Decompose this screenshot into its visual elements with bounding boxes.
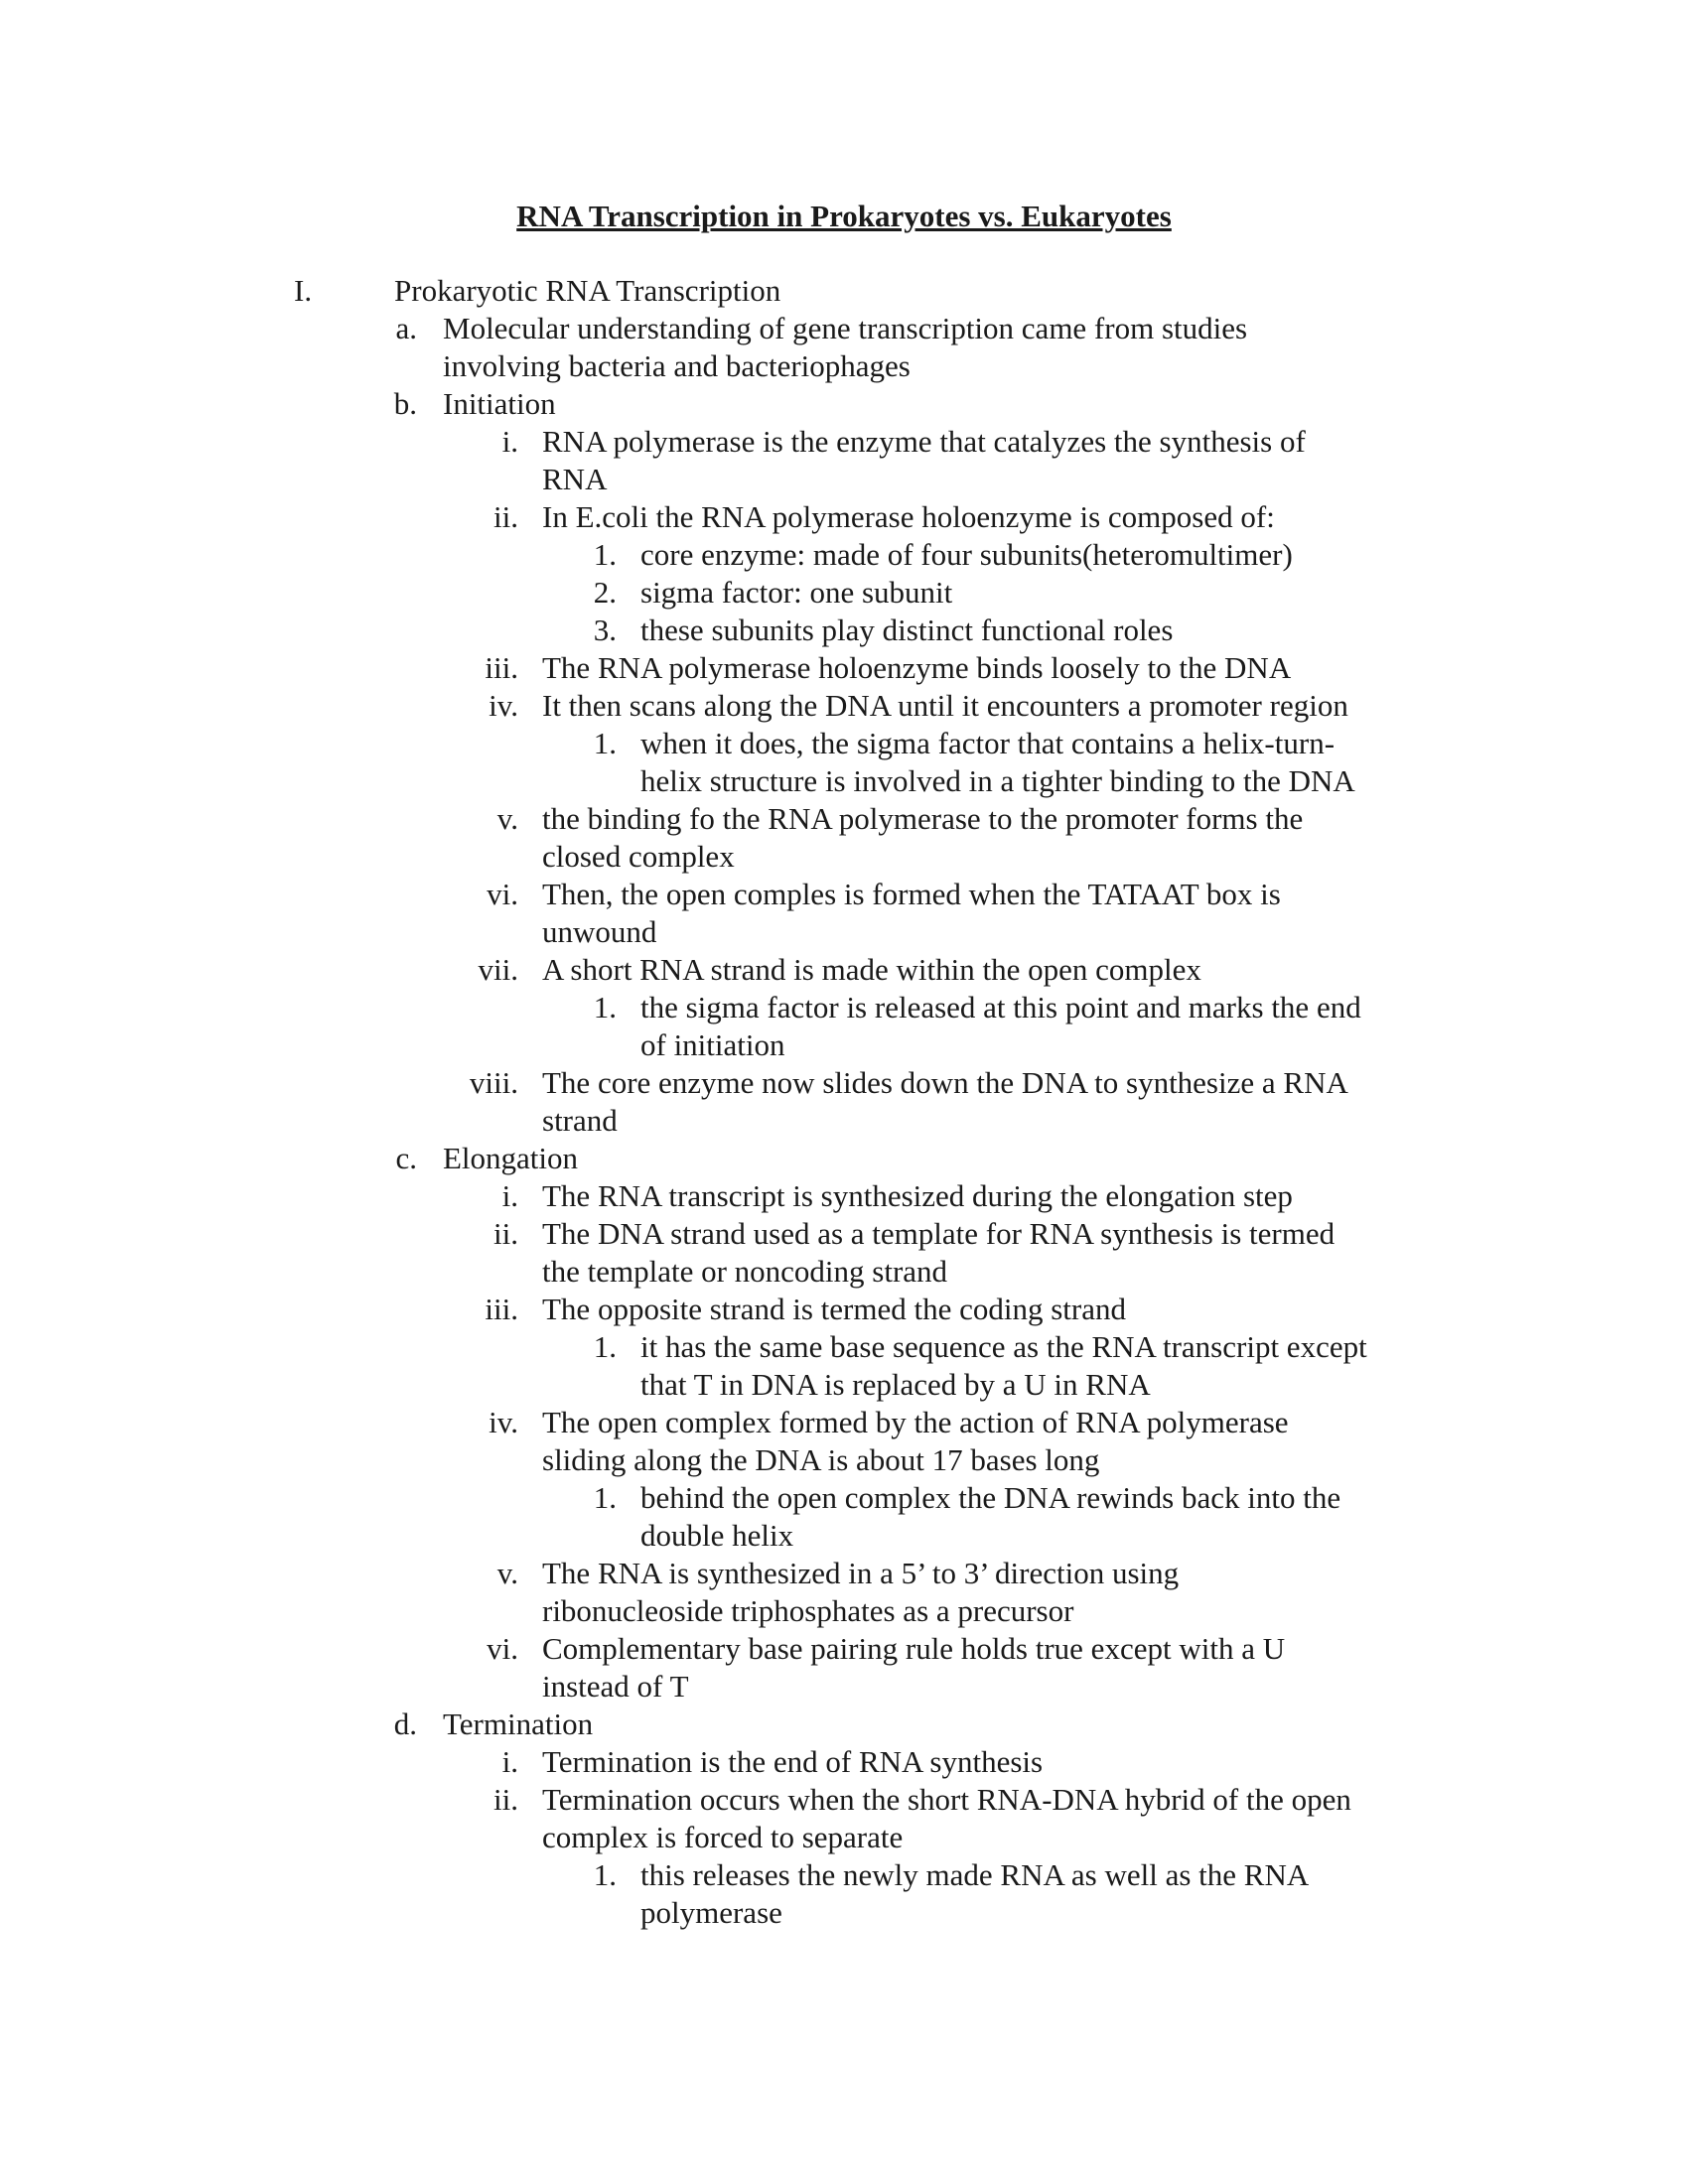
outline-text: Termination occurs when the short RNA-DNA hybrid of the open: [542, 1782, 1351, 1817]
outline-text: when it does, the sigma factor that contains a helix-turn-: [640, 726, 1336, 760]
outline-line: [0, 498, 1688, 536]
outline-line: [0, 1592, 1688, 1630]
outline-line: [0, 1781, 1688, 1819]
outline-text: The RNA is synthesized in a 5’ to 3’ direction using: [542, 1556, 1180, 1590]
outline-text: Prokaryotic RNA Transcription: [394, 273, 781, 308]
outline-line: [0, 272, 1688, 310]
outline-line: [0, 876, 1688, 913]
outline-marker: v.: [496, 1556, 518, 1590]
outline-marker: a.: [395, 311, 417, 345]
outline-text: strand: [542, 1103, 618, 1138]
outline-line: [0, 1026, 1688, 1064]
outline-marker: ii.: [493, 499, 518, 534]
outline-marker: vi.: [487, 1631, 518, 1666]
outline-text: RNA polymerase is the enzyme that catalyzes the synthesis of: [542, 424, 1306, 459]
outline-text: helix structure is involved in a tighter binding to the DNA: [640, 763, 1355, 798]
outline-line: [0, 612, 1688, 649]
outline-line: [0, 1215, 1688, 1253]
outline-marker: d.: [393, 1706, 417, 1741]
outline-line: [0, 1743, 1688, 1781]
outline-line: [0, 762, 1688, 800]
outline-marker: ii.: [493, 1782, 518, 1817]
outline-line: [0, 1102, 1688, 1140]
outline-text: ribonucleoside triphosphates as a precursor: [542, 1593, 1074, 1628]
outline-marker: c.: [395, 1141, 417, 1175]
outline-text: polymerase: [640, 1895, 782, 1930]
outline-text: double helix: [640, 1518, 794, 1553]
outline-text: The DNA strand used as a template for RNA synthesis is termed: [542, 1216, 1336, 1251]
outline-text: Termination: [443, 1706, 594, 1741]
outline-text: Then, the open comples is formed when the TATAAT box is: [542, 877, 1281, 911]
outline-text: sliding along the DNA is about 17 bases long: [542, 1442, 1100, 1477]
outline-text: A short RNA strand is made within the open complex: [542, 952, 1201, 987]
outline-line: [0, 989, 1688, 1026]
outline-marker: iii.: [485, 1292, 518, 1326]
outline-text: RNA: [542, 462, 608, 496]
outline-marker: 1.: [593, 1329, 617, 1364]
outline-marker: vii.: [478, 952, 518, 987]
outline-text: these subunits play distinct functional roles: [640, 613, 1174, 647]
outline-line: [0, 725, 1688, 762]
outline-marker: i.: [501, 1744, 518, 1779]
outline-line: [0, 423, 1688, 461]
outline-text: Initiation: [443, 386, 556, 421]
outline-text: of initiation: [640, 1027, 785, 1062]
outline-marker: i.: [501, 424, 518, 459]
outline-marker: b.: [393, 386, 417, 421]
outline-line: [0, 1253, 1688, 1291]
outline-text: The RNA polymerase holoenzyme binds loosely to the DNA: [542, 650, 1292, 685]
outline-text: core enzyme: made of four subunits(heteromultimer): [640, 537, 1293, 572]
outline-text: that T in DNA is replaced by a U in RNA: [640, 1367, 1151, 1402]
outline-line: [0, 1291, 1688, 1328]
outline-text: behind the open complex the DNA rewinds back into the: [640, 1480, 1341, 1515]
outline-marker: i.: [501, 1178, 518, 1213]
outline-marker: v.: [496, 801, 518, 836]
outline-text: the sigma factor is released at this point and marks the end: [640, 990, 1361, 1024]
outline-marker: 2.: [593, 575, 617, 610]
outline-text: Termination is the end of RNA synthesis: [542, 1744, 1044, 1779]
outline-line: [0, 1894, 1688, 1932]
outline-line: [0, 1668, 1688, 1706]
outline-text: the template or noncoding strand: [542, 1254, 948, 1289]
outline-line: [0, 1140, 1688, 1177]
outline-line: [0, 1555, 1688, 1592]
outline-line: [0, 951, 1688, 989]
outline-text: The core enzyme now slides down the DNA to synthesize a RNA: [542, 1065, 1348, 1100]
outline-text: unwound: [542, 914, 657, 949]
outline-marker: 1.: [593, 1857, 617, 1892]
outline-text: The RNA transcript is synthesized during the elongation step: [542, 1178, 1293, 1213]
outline-text: involving bacteria and bacteriophages: [443, 348, 911, 383]
outline-line: [0, 649, 1688, 687]
outline-line: [0, 1706, 1688, 1743]
outline-line: [0, 800, 1688, 838]
outline-marker: 1.: [593, 537, 617, 572]
outline-marker: I.: [294, 273, 313, 308]
outline-marker: iv.: [489, 688, 518, 723]
outline-line: [0, 310, 1688, 347]
outline-text: closed complex: [542, 839, 735, 874]
outline-text: this releases the newly made RNA as well as the RNA: [640, 1857, 1310, 1892]
outline-text: In E.coli the RNA polymerase holoenzyme is composed of:: [542, 499, 1275, 534]
outline-line: [0, 574, 1688, 612]
outline-line: [0, 1441, 1688, 1479]
outline-text: it has the same base sequence as the RNA transcript except: [640, 1329, 1367, 1364]
outline-marker: 1.: [593, 1480, 617, 1515]
outline-line: [0, 1630, 1688, 1668]
outline-line: [0, 385, 1688, 423]
outline-text: It then scans along the DNA until it encounters a promoter region: [542, 688, 1348, 723]
outline-line: [0, 347, 1688, 385]
outline-marker: viii.: [469, 1065, 518, 1100]
outline-line: [0, 461, 1688, 498]
outline-marker: 1.: [593, 726, 617, 760]
outline-line: [0, 1819, 1688, 1856]
outline-marker: iv.: [489, 1405, 518, 1439]
outline-line: [0, 687, 1688, 725]
outline-marker: 1.: [593, 990, 617, 1024]
outline-line: [0, 1177, 1688, 1215]
outline-marker: ii.: [493, 1216, 518, 1251]
outline-line: [0, 1404, 1688, 1441]
outline-line: [0, 1328, 1688, 1366]
outline-line: [0, 536, 1688, 574]
outline-marker: vi.: [487, 877, 518, 911]
outline-text: the binding fo the RNA polymerase to the promoter forms the: [542, 801, 1304, 836]
outline-text: The opposite strand is termed the coding strand: [542, 1292, 1127, 1326]
outline-line: [0, 1479, 1688, 1517]
outline-line: [0, 1856, 1688, 1894]
outline-marker: iii.: [485, 650, 518, 685]
outline-text: Molecular understanding of gene transcription came from studies: [443, 311, 1248, 345]
page-title: RNA Transcription in Prokaryotes vs. Eukaryotes: [516, 199, 1172, 233]
outline-line: [0, 1517, 1688, 1555]
outline-text: instead of T: [542, 1669, 689, 1704]
outline-line: [0, 913, 1688, 951]
outline-text: sigma factor: one subunit: [640, 575, 953, 610]
outline-text: Complementary base pairing rule holds true except with a U: [542, 1631, 1286, 1666]
outline-text: complex is forced to separate: [542, 1820, 904, 1854]
outline-line: [0, 1366, 1688, 1404]
outline-text: Elongation: [443, 1141, 579, 1175]
outline-marker: 3.: [593, 613, 617, 647]
outline-text: The open complex formed by the action of RNA polymerase: [542, 1405, 1289, 1439]
outline-line: [0, 1064, 1688, 1102]
outline: [0, 272, 1688, 1932]
outline-line: [0, 838, 1688, 876]
